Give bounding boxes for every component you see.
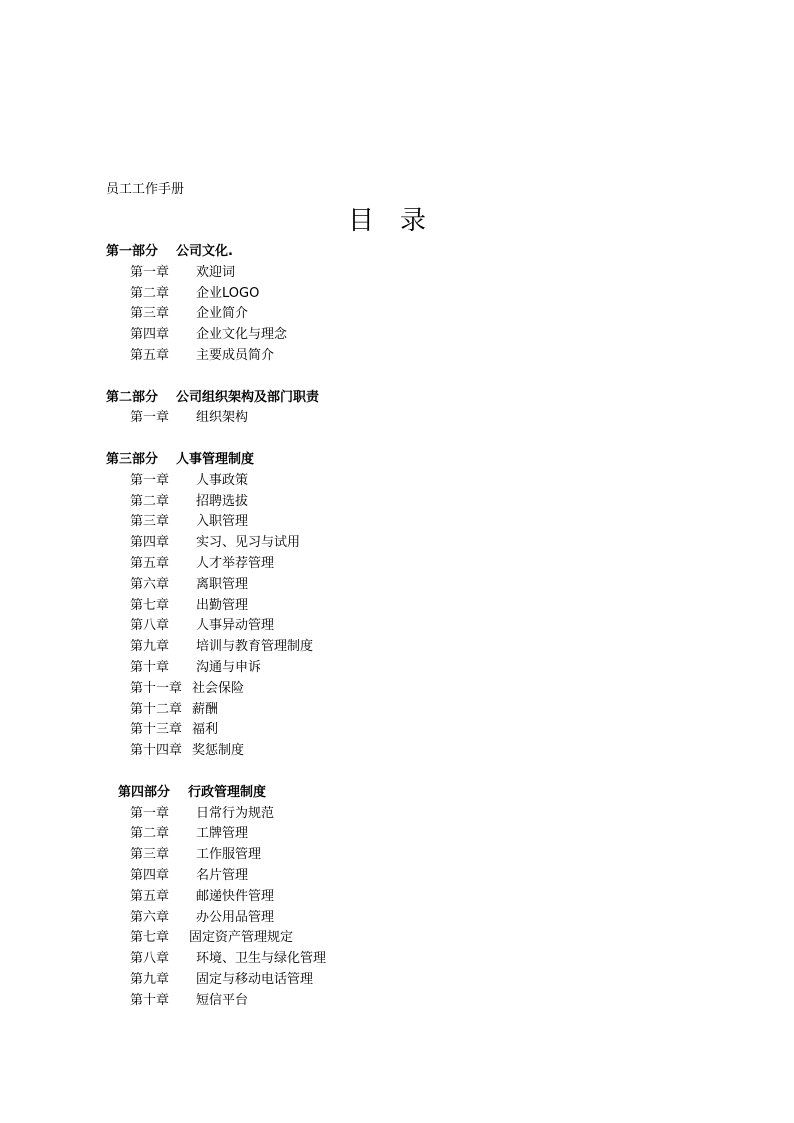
- toc-chapter-entry[interactable]: [0, 991, 794, 1012]
- chapter-title: 人才举荐管理: [196, 555, 275, 571]
- chapter-number: 第一章: [130, 264, 170, 280]
- toc-chapter-entry[interactable]: [0, 949, 794, 970]
- chapter-title: 固定资产管理规定: [189, 930, 294, 946]
- toc-chapter-entry[interactable]: [0, 845, 794, 866]
- chapter-title: 固定与移动电话管理: [196, 971, 314, 987]
- chapter-number: 第十三章: [130, 722, 183, 738]
- chapter-title: 短信平台: [196, 992, 249, 1008]
- part-number: 第三部分: [106, 451, 159, 467]
- toc-chapter-entry[interactable]: [0, 887, 794, 908]
- section-spacer: [0, 429, 794, 450]
- toc-chapter-entry[interactable]: [0, 346, 794, 367]
- chapter-number: 第十一章: [130, 680, 183, 696]
- toc-chapter-entry[interactable]: [0, 700, 794, 721]
- toc-chapter-entry[interactable]: [0, 596, 794, 617]
- chapter-number: 第四章: [130, 327, 170, 343]
- table-of-contents: [0, 242, 794, 1011]
- toc-chapter-entry[interactable]: [0, 492, 794, 513]
- toc-chapter-entry[interactable]: [0, 866, 794, 887]
- chapter-number: 第一章: [130, 472, 170, 488]
- chapter-number: 第七章: [130, 930, 170, 946]
- chapter-title: 名片管理: [196, 867, 249, 883]
- chapter-number: 第十章: [130, 992, 170, 1008]
- chapter-title: 环境、卫生与绿化管理: [196, 951, 327, 967]
- toc-chapter-entry[interactable]: [0, 575, 794, 596]
- chapter-title: 人事政策: [196, 472, 249, 488]
- toc-chapter-entry[interactable]: [0, 804, 794, 825]
- chapter-title: 办公用品管理: [196, 909, 275, 925]
- chapter-number: 第三章: [130, 847, 170, 863]
- toc-chapter-entry[interactable]: [0, 928, 794, 949]
- chapter-number: 第十章: [130, 659, 170, 675]
- chapter-title: 邮递快件管理: [196, 888, 275, 904]
- chapter-number: 第二章: [130, 826, 170, 842]
- chapter-number: 第八章: [130, 618, 170, 634]
- toc-chapter-entry[interactable]: [0, 679, 794, 700]
- chapter-number: 第一章: [130, 805, 170, 821]
- chapter-number: 第八章: [130, 951, 170, 967]
- chapter-title: 日常行为规范: [196, 805, 275, 821]
- toc-chapter-entry[interactable]: [0, 304, 794, 325]
- toc-chapter-entry[interactable]: [0, 908, 794, 929]
- chapter-number: 第五章: [130, 888, 170, 904]
- chapter-number: 第五章: [130, 347, 170, 363]
- toc-part-heading[interactable]: [0, 388, 794, 409]
- chapter-number: 第六章: [130, 909, 170, 925]
- toc-chapter-entry[interactable]: [0, 533, 794, 554]
- chapter-number: 第一章: [130, 410, 170, 426]
- chapter-title: 入职管理: [196, 514, 249, 530]
- chapter-number: 第五章: [130, 555, 170, 571]
- chapter-title: 薪酬: [192, 701, 219, 717]
- chapter-number: 第三章: [130, 514, 170, 530]
- part-number: 第一部分: [106, 244, 159, 259]
- chapter-number: 第九章: [130, 639, 170, 655]
- part-title: 公司组织架构及部门职责: [176, 389, 320, 405]
- chapter-number: 第七章: [130, 597, 170, 613]
- toc-chapter-entry[interactable]: [0, 970, 794, 991]
- chapter-title: 工牌管理: [196, 826, 249, 842]
- chapter-title: 主要成员简介: [196, 347, 275, 363]
- chapter-number: 第三章: [130, 306, 170, 322]
- chapter-number: 第四章: [130, 867, 170, 883]
- chapter-number: 第二章: [130, 493, 170, 509]
- toc-chapter-entry[interactable]: [0, 284, 794, 305]
- part-number: 第四部分: [118, 784, 171, 800]
- toc-chapter-entry[interactable]: [0, 471, 794, 492]
- chapter-number: 第四章: [130, 535, 170, 551]
- toc-chapter-entry[interactable]: [0, 637, 794, 658]
- toc-chapter-entry[interactable]: [0, 554, 794, 575]
- part-number: 第二部分: [106, 389, 159, 405]
- chapter-title: 培训与教育管理制度: [196, 639, 314, 655]
- chapter-number: 第九章: [130, 971, 170, 987]
- chapter-title: 实习、见习与试用: [196, 535, 301, 551]
- chapter-title: 沟通与申诉: [196, 659, 262, 675]
- chapter-title: 企业简介: [196, 306, 249, 322]
- toc-chapter-entry[interactable]: [0, 408, 794, 429]
- document-header: 员工工作手册: [106, 182, 185, 197]
- chapter-title: 工作服管理: [196, 847, 262, 863]
- toc-part-heading[interactable]: [0, 450, 794, 471]
- section-spacer: [0, 762, 794, 783]
- part-title: 人事管理制度: [176, 451, 255, 467]
- chapter-title: 组织架构: [196, 410, 249, 426]
- chapter-title: 奖惩制度: [192, 743, 245, 759]
- toc-part-heading[interactable]: [0, 783, 794, 804]
- chapter-number: 第十二章: [130, 701, 183, 717]
- toc-chapter-entry[interactable]: [0, 824, 794, 845]
- chapter-number: 第二章: [130, 285, 170, 301]
- chapter-number: 第六章: [130, 576, 170, 592]
- part-title: 公司文化.: [176, 244, 233, 259]
- chapter-title: 人事异动管理: [196, 618, 275, 634]
- toc-chapter-entry[interactable]: [0, 325, 794, 346]
- chapter-title: 企业文化与理念: [196, 327, 288, 343]
- chapter-title: 社会保险: [192, 680, 245, 696]
- part-title: 行政管理制度: [188, 784, 267, 800]
- toc-title: 目录: [347, 206, 452, 236]
- toc-chapter-entry[interactable]: [0, 512, 794, 533]
- toc-chapter-entry[interactable]: [0, 741, 794, 762]
- chapter-title: 福利: [192, 722, 219, 738]
- chapter-title: 离职管理: [196, 576, 249, 592]
- toc-chapter-entry[interactable]: [0, 263, 794, 284]
- chapter-title: 企业LOGO: [196, 285, 260, 301]
- toc-chapter-entry[interactable]: [0, 616, 794, 637]
- chapter-title: 招聘选拔: [196, 493, 249, 509]
- section-spacer: [0, 367, 794, 388]
- toc-part-heading[interactable]: [0, 242, 794, 263]
- toc-chapter-entry[interactable]: [0, 658, 794, 679]
- chapter-title: 欢迎词: [196, 264, 236, 280]
- chapter-number: 第十四章: [130, 743, 183, 759]
- chapter-title: 出勤管理: [196, 597, 249, 613]
- toc-chapter-entry[interactable]: [0, 720, 794, 741]
